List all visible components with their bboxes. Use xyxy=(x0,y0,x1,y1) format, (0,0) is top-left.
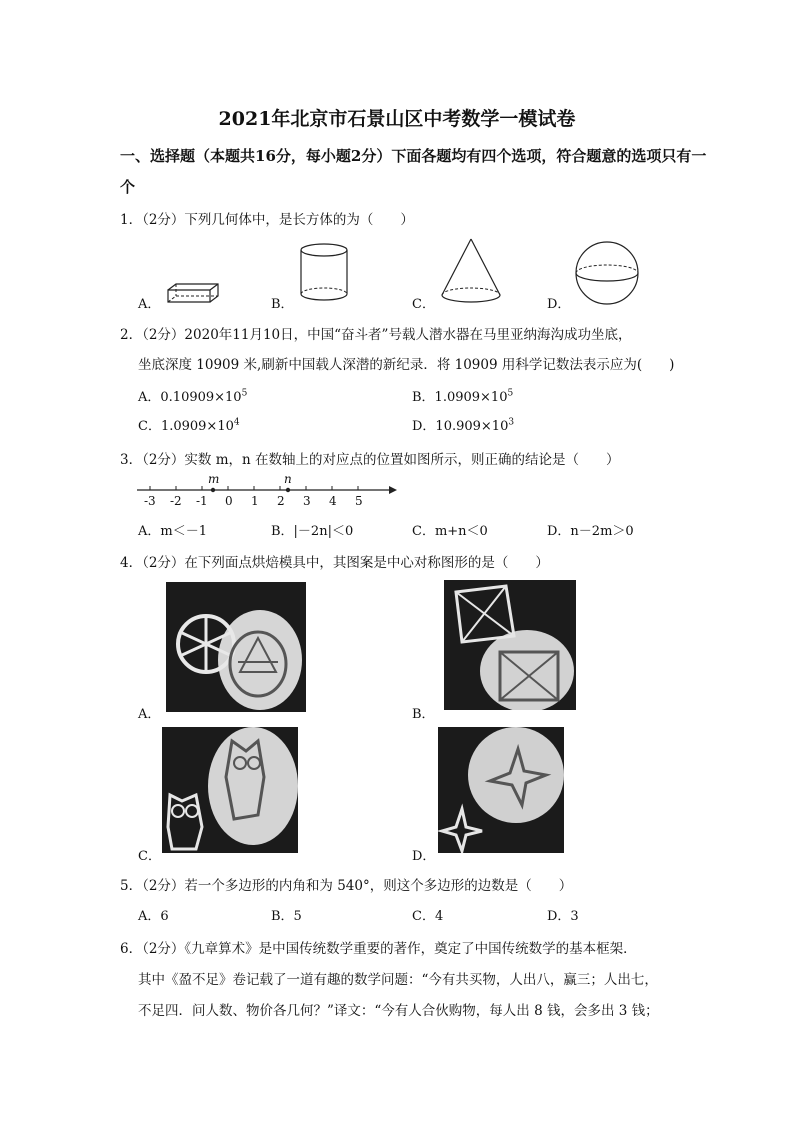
q1-option-c[interactable]: C． xyxy=(412,297,435,312)
q3-option-b[interactable]: B．|－2n|＜0 xyxy=(271,524,354,539)
q2-option-d[interactable]: D．$10.909\times 10^3$ xyxy=(412,417,515,434)
question-6-line1: 6．（2分）《九章算术》是中国传统数学重要的著作，奠定了中国传统数学的基本框架． xyxy=(120,941,637,957)
q4-option-b[interactable]: B． xyxy=(412,707,435,722)
question-4-stem: 4．（2分）在下列面点烘焙模具中，其图案是中心对称图形的是（ ） xyxy=(120,555,549,571)
q2-option-a[interactable]: A．$0.10909\times 10^5$ xyxy=(138,388,248,405)
q2-option-b[interactable]: B．$1.0909\times 10^5$ xyxy=(412,388,514,405)
tick-label: 2 xyxy=(277,494,285,508)
point-m-label: m xyxy=(208,472,220,486)
q1-option-d[interactable]: D． xyxy=(547,297,571,312)
number-line xyxy=(135,472,400,512)
question-1-stem: 1．（2分）下列几何体中，是长方体的为（ ） xyxy=(120,212,414,228)
q4-option-a[interactable]: A． xyxy=(138,707,161,722)
cone-icon xyxy=(438,236,504,306)
cuboid-icon xyxy=(164,282,224,306)
q4-option-d[interactable]: D． xyxy=(412,849,436,864)
section-heading-cont: 个 xyxy=(120,178,136,196)
q5-option-c[interactable]: C．4 xyxy=(412,909,444,924)
tick-label: -3 xyxy=(144,494,156,508)
tick-label: -1 xyxy=(196,494,208,508)
tick-label: 1 xyxy=(251,494,259,508)
q2-option-c[interactable]: C．$1.0909\times 10^4$ xyxy=(138,417,240,434)
question-2-line2: 坐底深度 10909 米,刷新中国载人深潜的新纪录．将 10909 用科学记数法表示应为( ) xyxy=(138,357,675,373)
q3-option-d[interactable]: D．n－2m＞0 xyxy=(547,524,634,539)
sphere-icon xyxy=(572,240,642,306)
q3-option-c[interactable]: C．m+n＜0 xyxy=(412,524,488,539)
q4-option-c[interactable]: C． xyxy=(138,849,161,864)
q5-option-b[interactable]: B．5 xyxy=(271,909,302,924)
point-n-label: n xyxy=(284,472,292,486)
question-2-line1: 2．（2分）2020年11月10日，中国“奋斗者”号载人潜水器在马里亚纳海沟成功坐底， xyxy=(120,327,632,343)
q5-option-a[interactable]: A．6 xyxy=(138,909,169,924)
question-5-stem: 5．（2分）若一个多边形的内角和为 540°，则这个多边形的边数是（ ） xyxy=(120,878,573,894)
q1-option-a[interactable]: A． xyxy=(138,297,161,312)
question-6-line2: 其中《盈不足》卷记载了一道有趣的数学问题：“今有共买物，人出八，赢三；人出七， xyxy=(138,972,658,988)
page-title: 2021年北京市石景山区中考数学一模试卷 xyxy=(218,108,576,130)
q4-photo-b[interactable] xyxy=(444,580,576,710)
tick-label: -2 xyxy=(170,494,182,508)
tick-label: 5 xyxy=(355,494,363,508)
cylinder-icon xyxy=(298,242,352,304)
question-3-stem: 3．（2分）实数 m，n 在数轴上的对应点的位置如图所示，则正确的结论是（ ） xyxy=(120,452,620,468)
section-heading: 一、选择题（本题共16分，每小题2分）下面各题均有四个选项，符合题意的选项只有一 xyxy=(120,147,707,165)
q5-option-d[interactable]: D．3 xyxy=(547,909,579,924)
point-n-dot xyxy=(286,488,290,492)
q3-option-a[interactable]: A．m＜－1 xyxy=(138,524,207,539)
tick-label: 4 xyxy=(329,494,337,508)
q1-option-b[interactable]: B． xyxy=(271,297,294,312)
question-6-line3: 不足四．问人数、物价各几何？”译文：“今有人合伙购物，每人出 8 钱，会多出 3 钱； xyxy=(138,1003,659,1019)
q4-photo-d[interactable] xyxy=(438,727,564,853)
tick-label: 3 xyxy=(303,494,311,508)
q4-photo-c[interactable] xyxy=(162,727,298,853)
tick-label: 0 xyxy=(225,494,233,508)
point-m-dot xyxy=(211,488,215,492)
q4-photo-a[interactable] xyxy=(166,582,306,712)
